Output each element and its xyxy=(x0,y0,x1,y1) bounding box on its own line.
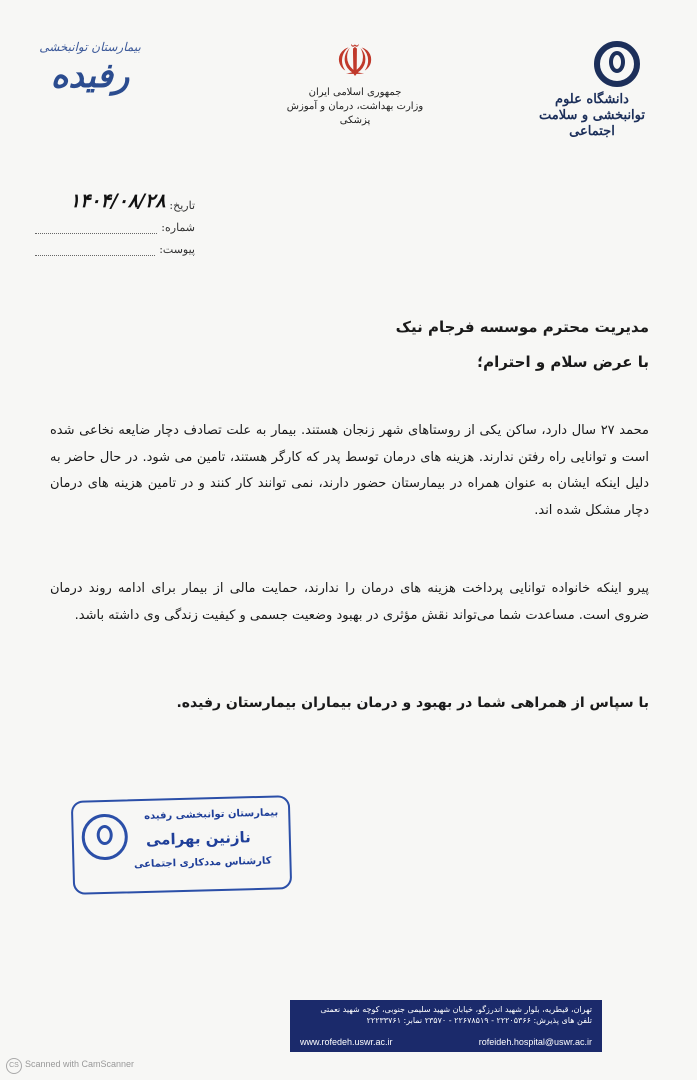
footer-address: تهران، قیطریه، بلوار شهید اندرزگو، خیابان شهید سلیمی جنوبی، کوچه شهید نعمتی xyxy=(320,1005,592,1014)
hospital-logo xyxy=(35,40,145,130)
hospital-name: رفیده xyxy=(50,56,130,96)
stamp-logo-icon xyxy=(81,813,128,860)
date-label: تاریخ: xyxy=(169,199,195,212)
scanner-watermark xyxy=(6,1058,134,1074)
footer-phones: تلفن های پذیرش: ۲۲۲۰۵۳۶۶ - ۲۲۶۷۸۵۱۹ - ۲۳۵۷۰ نمابر: ۲۲۲۳۳۷۶۱ xyxy=(366,1016,592,1025)
footer-website[interactable]: www.rofedeh.uswr.ac.ir xyxy=(300,1037,393,1047)
number-row xyxy=(35,212,195,234)
camscanner-icon: CS xyxy=(6,1058,22,1074)
footer-bar xyxy=(290,1000,602,1052)
university-logo xyxy=(527,40,657,140)
university-emblem-icon xyxy=(587,40,647,92)
body-paragraph-2: پیرو اینکه خانواده توانایی پرداخت هزینه های درمان را ندارند، حمایت مالی از بیمار برای ادامه روند درمان ضروی است. مساعدت شما می‌تواند نقش مؤثری در بهبود وضعیت جسمی و کیفیت زندگی وی داشته باشد. xyxy=(50,581,649,623)
date-row xyxy=(35,190,195,212)
hospital-subtitle: بیمارستان توانبخشی xyxy=(39,40,141,54)
emblem-line-1: جمهوری اسلامی ایران xyxy=(308,87,402,98)
number-label: شماره: xyxy=(161,221,195,234)
attachment-row xyxy=(35,234,195,256)
attachment-label: پیوست: xyxy=(159,243,195,256)
date-value: ۱۴۰۴/۰۸/۲۸ xyxy=(69,190,166,212)
ministry-emblem xyxy=(280,38,430,148)
number-dots xyxy=(35,221,157,234)
university-name: دانشگاه علوم توانبخشی و سلامت اجتماعی xyxy=(538,92,646,139)
letter-meta xyxy=(35,190,195,256)
iran-emblem-icon: ☫ xyxy=(335,36,375,87)
footer-email[interactable]: rofeideh.hospital@uswr.ac.ir xyxy=(478,1037,592,1047)
official-stamp xyxy=(71,795,292,895)
body-paragraph-1: محمد ۲۷ سال دارد، ساکن یکی از روستاهای شهر زنجان هستند. بیمار به علت تصادف دچار ضایعه نخاعی شده است و توانایی راه رفتن ندارند. هزینه های درمان توسط پدر که کارگر هستند، تامین می شود. در حال حاضر به دلیل اینکه ایشان به عنوان همراه در بیمارستان حضور دارند، نمی توانند کار کنند و در تامین هزینه های درمان دچار مشکل شده اند. xyxy=(50,423,649,518)
closing-line: با سپاس از همراهی شما در بهبود و درمان بیماران بیمارستان رفیده. xyxy=(176,695,649,711)
stamp-hospital: بیمارستان توانبخشی رفیده xyxy=(144,807,279,822)
emblem-line-2: وزارت بهداشت، درمان و آموزش پزشکی xyxy=(286,101,424,126)
recipient-line: مدیریت محترم موسسه فرجام نیک xyxy=(395,318,649,336)
scanner-text: Scanned with CamScanner xyxy=(25,1059,135,1069)
salutation-line: با عرض سلام و احترام؛ xyxy=(477,353,649,371)
attachment-dots xyxy=(35,243,155,256)
stamp-name: نازنین بهرامی xyxy=(145,828,252,849)
stamp-title: کارشناس مددکاری اجتماعی xyxy=(133,855,272,871)
